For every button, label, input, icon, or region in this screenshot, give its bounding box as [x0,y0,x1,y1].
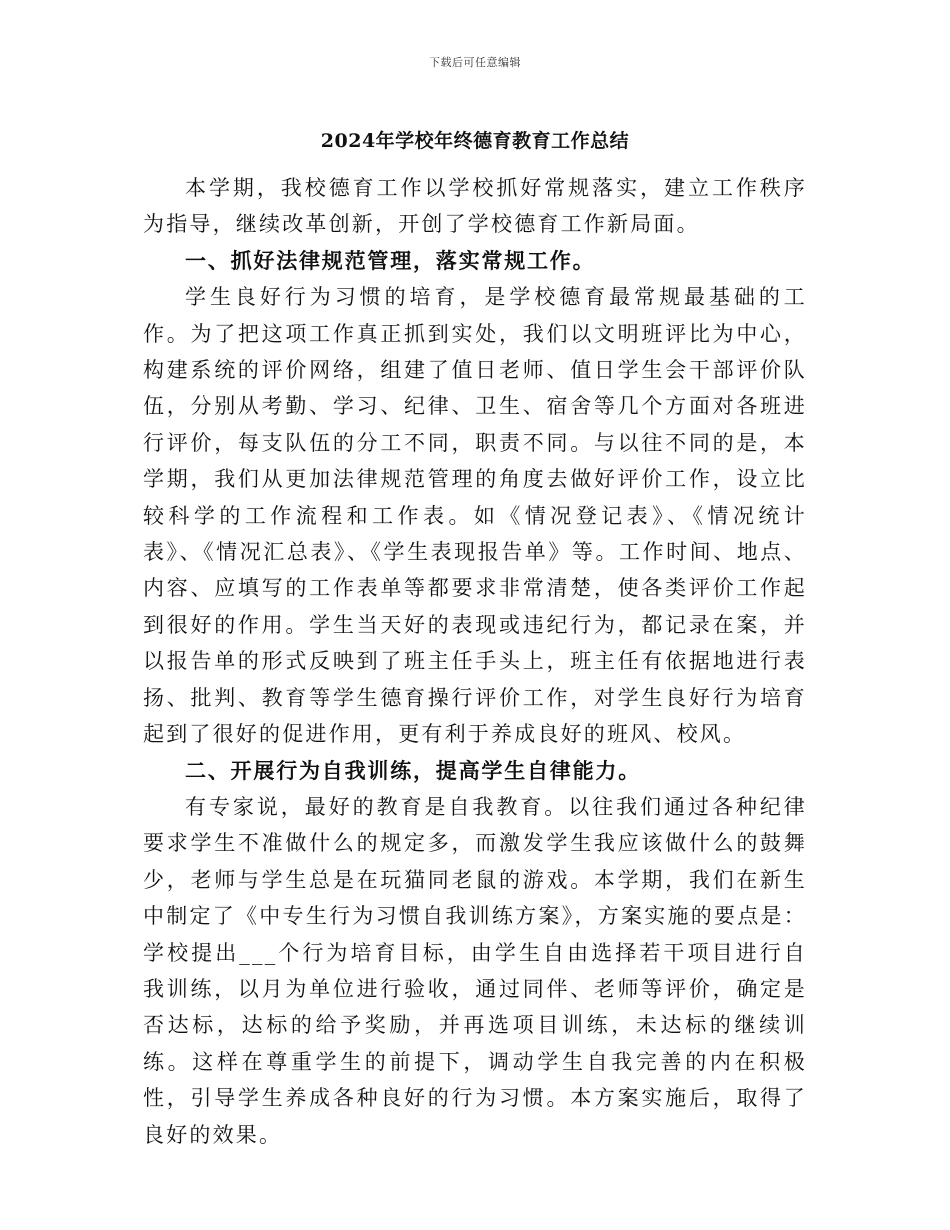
section-2-heading: 二、开展行为自我训练，提高学生自律能力。 [185,757,641,783]
section-1-heading: 一、抓好法律规范管理，落实常规工作。 [185,247,596,273]
intro-paragraph: 本学期，我校德育工作以学校抓好常规落实，建立工作秩序为指导，继续改革创新，开创了学校德育工作新局面。 [143,176,807,237]
header-note: 下载后可任意编辑 [429,56,521,69]
section-1-paragraph: 学生良好行为习惯的培育，是学校德育最常规最基础的工作。为了把这项工作真正抓到实处，我们以文明班评比为中心，构建系统的评价网络，组建了值日老师、值日学生会干部评价队伍，分别从考勤、学习、纪律、卫生、宿舍等几个方面对各班进行评价，每支队伍的分工不同，职责不同。与以往不同的是，本学期，我们从更加法律规范管理的角度去做好评价工作，设立比较科学的工作流程和工作表。如《情况登记表》、《情况统计表》、《情况汇总表》、《学生表现报告单》等。工作时间、地点、内容、应填写的工作表单等都要求非常清楚，使各类评价工作起到很好的作用。学生当天好的表现或违纪行为，都记录在案，并以报告单的形式反映到了班主任手头上，班主任有依据地进行表扬、批判、教育等学生德育操行评价工作，对学生良好行为培育起到了很好的促进作用，更有利于养成良好的班风、校风。 [143,285,807,747]
section-2-paragraph: 有专家说，最好的教育是自我教育。以往我们通过各种纪律要求学生不准做什么的规定多，而激发学生我应该做什么的鼓舞少，老师与学生总是在玩猫同老鼠的游戏。本学期，我们在新生中制定了《中专生行为习惯自我训练方案》，方案实施的要点是：学校提出___个行为培育目标，由学生自由选择若干项目进行自我训练，以月为单位进行验收，通过同伴、老师等评价，确定是否达标，达标的给予奖励，并再选项目训练，未达标的继续训练。这样在尊重学生的前提下，调动学生自我完善的内在积极性，引导学生养成各种良好的行为习惯。本方案实施后，取得了良好的效果。 [143,794,807,1147]
document-body [143,170,807,1153]
document-title: 2024年学校年终德育教育工作总结 [320,130,630,152]
